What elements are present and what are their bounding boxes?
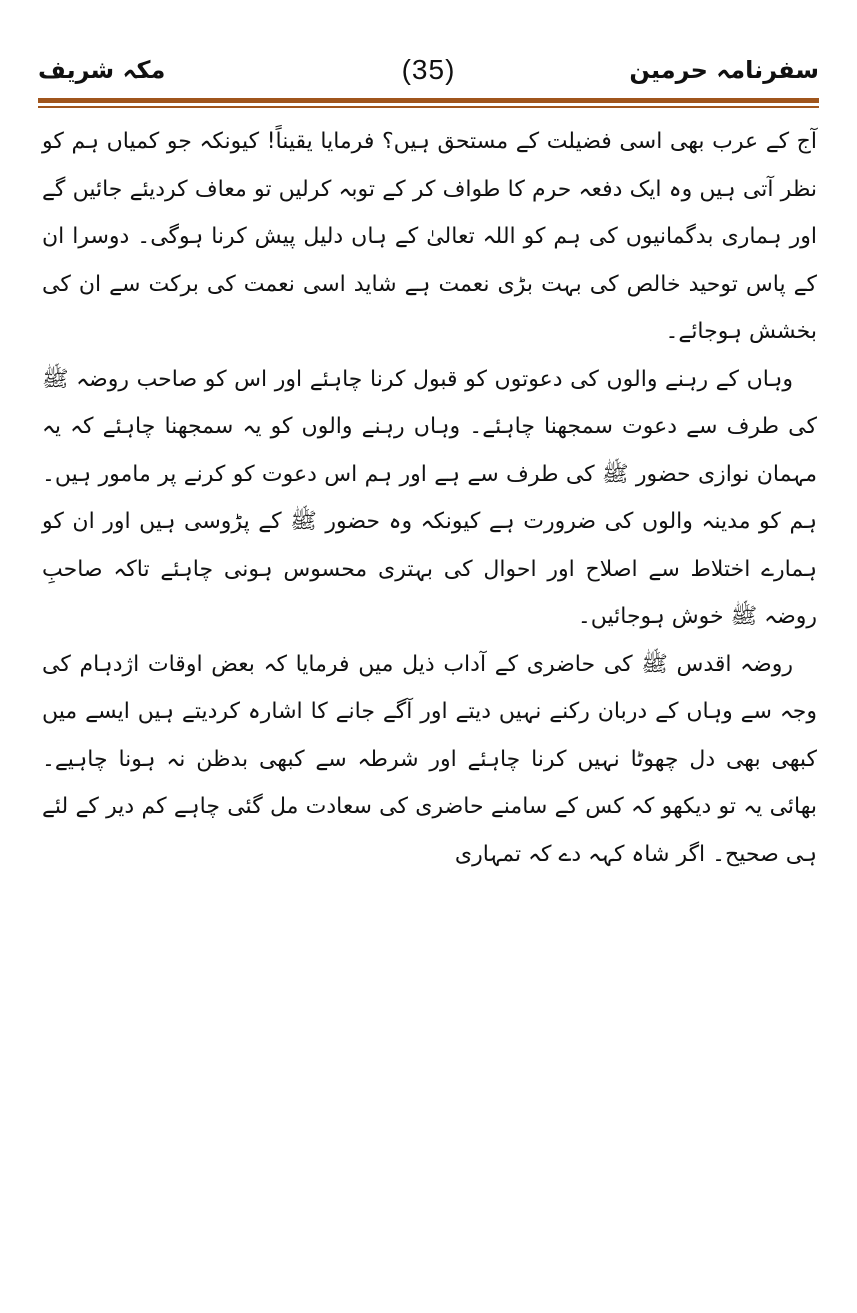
chapter-title: مکہ شریف xyxy=(38,56,166,84)
header-rule-thin xyxy=(38,106,819,108)
paragraph: روضہ اقدس ﷺ کی حاضری کے آداب ذیل میں فرمایا کہ بعض اوقات اژدہام کی وجہ سے وہاں کے دربان رکنے نہیں دیتے اور آگے جانے کا اشارہ کردیتے ہیں ایسے میں کبھی بھی دل چھوٹا نہیں کرنا چاہئے اور شرطہ سے کبھی بدظن نہ ہونا چاہیے۔ بھائی یہ تو دیکھو کہ کس کے سامنے حاضری کی سعادت مل گئی چاہے کم دیر کے لئے ہی صحیح۔ اگر شاہ کہہ دے کہ تمہاری xyxy=(42,651,817,867)
paragraph: آج کے عرب بھی اسی فضیلت کے مستحق ہیں؟ فرمایا یقیناً! کیونکہ جو کمیاں ہم کو نظر آتی ہیں وہ ایک دفعہ حرم کا طواف کر کے توبہ کرلیں تو معاف کردیئے جائیں گے اور ہماری بدگمانیوں کی ہم کو اللہ تعالیٰ کے ہاں دلیل پیش کرنا ہوگی۔ دوسرا ان کے پاس توحید خالص کی بہت بڑی نعمت ہے شاید اسی نعمت کی برکت سے ان کی بخشش ہوجائے۔ xyxy=(42,129,817,344)
book-title: سفرنامہ حرمین xyxy=(629,56,819,84)
paragraph: وہاں کے رہنے والوں کی دعوتوں کو قبول کرنا چاہئے اور اس کو صاحب روضہ ﷺ کی طرف سے دعوت سمجھنا چاہئے۔ وہاں رہنے والوں کو یہ سمجھنا چاہئے کہ یہ مہمان نوازی حضور ﷺ کی طرف سے ہے اور ہم اس دعوت کو کرنے پر مامور ہیں۔ ہم کو مدینہ والوں کی ضرورت ہے کیونکہ وہ حضور ﷺ کے پڑوسی ہیں اور ان کو ہمارے اختلاط سے اصلاح اور احوال کی بہتری محسوس ہونی چاہئے تاکہ صاحبِ روضہ ﷺ خوش ہوجائیں۔ xyxy=(42,366,817,629)
header-rule-thick xyxy=(38,98,819,103)
page-body xyxy=(42,118,817,878)
page-header xyxy=(38,52,819,98)
page-number: (35) xyxy=(401,54,456,85)
